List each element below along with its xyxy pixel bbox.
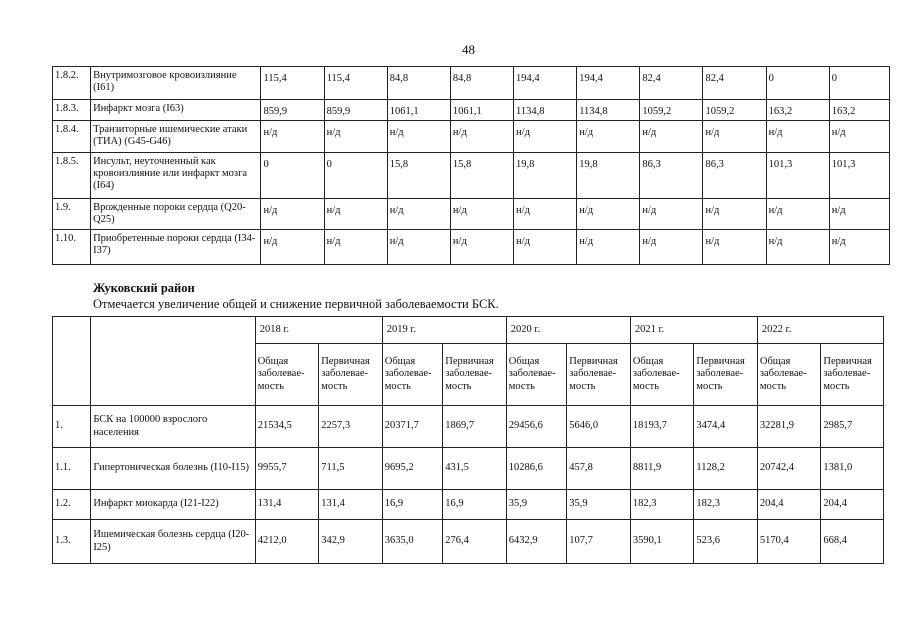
value-cell: н/д	[450, 230, 513, 265]
value-cell: н/д	[703, 199, 766, 230]
value-cell: 0	[261, 153, 324, 199]
value-cell: 16,9	[382, 490, 443, 520]
value-cell: 1059,2	[703, 100, 766, 121]
value-cell: 4212,0	[255, 520, 319, 564]
subheader-cell: Общая заболевае-мость	[630, 344, 694, 406]
year-header-row	[53, 317, 884, 344]
value-cell: н/д	[324, 199, 387, 230]
value-cell: 101,3	[766, 153, 829, 199]
value-cell: н/д	[514, 230, 577, 265]
row-name: БСК на 100000 взрослого населения	[91, 406, 255, 448]
row-number: 1.8.5.	[53, 153, 91, 199]
value-cell: 276,4	[443, 520, 507, 564]
year-header: 2020 г.	[506, 317, 630, 344]
row-name: Врожденные пороки сердца (Q20-Q25)	[91, 199, 261, 230]
value-cell: 84,8	[450, 67, 513, 100]
row-name: Инфаркт миокарда (I21-I22)	[91, 490, 255, 520]
row-name: Гипертоническая болезнь (I10-I15)	[91, 448, 255, 490]
value-cell: 35,9	[567, 490, 631, 520]
value-cell: н/д	[577, 199, 640, 230]
value-cell: 9695,2	[382, 448, 443, 490]
subheader-cell: Первичная заболевае-мость	[821, 344, 884, 406]
value-cell: 859,9	[261, 100, 324, 121]
value-cell: н/д	[703, 121, 766, 153]
value-cell: 15,8	[387, 153, 450, 199]
value-cell: 32281,9	[757, 406, 821, 448]
row-number: 1.3.	[53, 520, 91, 564]
value-cell: 131,4	[255, 490, 319, 520]
value-cell: 19,8	[577, 153, 640, 199]
row-number: 1.2.	[53, 490, 91, 520]
section-title: Жуковский район	[93, 281, 195, 295]
value-cell: н/д	[450, 121, 513, 153]
value-cell: 711,5	[319, 448, 383, 490]
value-cell: н/д	[766, 121, 829, 153]
value-cell: 15,8	[450, 153, 513, 199]
value-cell: 115,4	[324, 67, 387, 100]
value-cell: н/д	[703, 230, 766, 265]
row-number: 1.10.	[53, 230, 91, 265]
value-cell: 115,4	[261, 67, 324, 100]
table-row	[53, 153, 890, 199]
value-cell: 1059,2	[640, 100, 703, 121]
value-cell: н/д	[577, 230, 640, 265]
value-cell: 9955,7	[255, 448, 319, 490]
subheader-cell: Общая заболевае-мость	[255, 344, 319, 406]
value-cell: 859,9	[324, 100, 387, 121]
value-cell: н/д	[829, 121, 889, 153]
bottom-table	[52, 316, 884, 564]
value-cell: 10286,6	[506, 448, 567, 490]
row-name: Инфаркт мозга (I63)	[91, 100, 261, 121]
subheader-cell: Первичная заболевае-мость	[443, 344, 507, 406]
value-cell: 342,9	[319, 520, 383, 564]
subheader-cell: Первичная заболевае-мость	[694, 344, 758, 406]
value-cell: н/д	[324, 230, 387, 265]
value-cell: 86,3	[703, 153, 766, 199]
table-row	[53, 230, 890, 265]
row-name: Транзиторные ишемические атаки (ТИА) (G45-G46)	[91, 121, 261, 153]
value-cell: 1869,7	[443, 406, 507, 448]
value-cell: 2257,3	[319, 406, 383, 448]
value-cell: 194,4	[514, 67, 577, 100]
row-number: 1.8.3.	[53, 100, 91, 121]
value-cell: 1134,8	[514, 100, 577, 121]
value-cell: 1061,1	[450, 100, 513, 121]
header-name-cell	[91, 317, 255, 406]
value-cell: н/д	[324, 121, 387, 153]
value-cell: 82,4	[703, 67, 766, 100]
value-cell: н/д	[514, 121, 577, 153]
row-number: 1.9.	[53, 199, 91, 230]
value-cell: 29456,6	[506, 406, 567, 448]
value-cell: 107,7	[567, 520, 631, 564]
value-cell: 1134,8	[577, 100, 640, 121]
table-row	[53, 67, 890, 100]
row-name: Приобретенные пороки сердца (I34-I37)	[91, 230, 261, 265]
value-cell: 8811,9	[630, 448, 694, 490]
year-header: 2021 г.	[630, 317, 757, 344]
value-cell: 3590,1	[630, 520, 694, 564]
value-cell: 18193,7	[630, 406, 694, 448]
subheader-cell: Первичная заболевае-мость	[319, 344, 383, 406]
table-row	[53, 406, 884, 448]
value-cell: 0	[829, 67, 889, 100]
value-cell: 163,2	[829, 100, 889, 121]
row-name: Инсульт, неуточненный как кровоизлияние или инфаркт мозга (I64)	[91, 153, 261, 199]
value-cell: н/д	[640, 230, 703, 265]
value-cell: 21534,5	[255, 406, 319, 448]
value-cell: н/д	[829, 230, 889, 265]
value-cell: 20742,4	[757, 448, 821, 490]
value-cell: н/д	[640, 199, 703, 230]
value-cell: 0	[766, 67, 829, 100]
value-cell: 668,4	[821, 520, 884, 564]
value-cell: 20371,7	[382, 406, 443, 448]
row-name: Внутримозговое кровоизлияние (I61)	[91, 67, 261, 100]
subheader-cell: Первичная заболевае-мость	[567, 344, 631, 406]
top-table	[52, 66, 890, 265]
value-cell: 84,8	[387, 67, 450, 100]
year-header: 2018 г.	[255, 317, 382, 344]
table-row	[53, 448, 884, 490]
row-number: 1.8.4.	[53, 121, 91, 153]
table-row	[53, 100, 890, 121]
row-number: 1.	[53, 406, 91, 448]
value-cell: н/д	[766, 230, 829, 265]
value-cell: 0	[324, 153, 387, 199]
year-header: 2022 г.	[757, 317, 883, 344]
value-cell: н/д	[387, 230, 450, 265]
row-name: Ишемическая болезнь сердца (I20-I25)	[91, 520, 255, 564]
value-cell: 3635,0	[382, 520, 443, 564]
row-number: 1.1.	[53, 448, 91, 490]
page-number: 48	[462, 42, 475, 57]
value-cell: 457,8	[567, 448, 631, 490]
value-cell: 5646,0	[567, 406, 631, 448]
row-number: 1.8.2.	[53, 67, 91, 100]
value-cell: 1061,1	[387, 100, 450, 121]
value-cell: 1381,0	[821, 448, 884, 490]
value-cell: н/д	[261, 230, 324, 265]
value-cell: 101,3	[829, 153, 889, 199]
value-cell: 2985,7	[821, 406, 884, 448]
value-cell: 131,4	[319, 490, 383, 520]
value-cell: 204,4	[821, 490, 884, 520]
value-cell: 86,3	[640, 153, 703, 199]
table-row	[53, 520, 884, 564]
value-cell: н/д	[829, 199, 889, 230]
value-cell: 523,6	[694, 520, 758, 564]
table-row	[53, 121, 890, 153]
value-cell: 204,4	[757, 490, 821, 520]
value-cell: н/д	[261, 121, 324, 153]
value-cell: 6432,9	[506, 520, 567, 564]
subheader-cell: Общая заболевае-мость	[382, 344, 443, 406]
value-cell: н/д	[514, 199, 577, 230]
value-cell: 1128,2	[694, 448, 758, 490]
value-cell: н/д	[577, 121, 640, 153]
value-cell: 19,8	[514, 153, 577, 199]
subheader-cell: Общая заболевае-мость	[506, 344, 567, 406]
value-cell: н/д	[387, 199, 450, 230]
value-cell: 82,4	[640, 67, 703, 100]
value-cell: 3474,4	[694, 406, 758, 448]
subheader-cell: Общая заболевае-мость	[757, 344, 821, 406]
value-cell: 16,9	[443, 490, 507, 520]
section-note: Отмечается увеличение общей и снижение первичной заболеваемости БСК.	[93, 297, 499, 311]
value-cell: н/д	[261, 199, 324, 230]
value-cell: н/д	[640, 121, 703, 153]
value-cell: н/д	[450, 199, 513, 230]
value-cell: 35,9	[506, 490, 567, 520]
value-cell: н/д	[766, 199, 829, 230]
value-cell: 182,3	[630, 490, 694, 520]
year-header: 2019 г.	[382, 317, 506, 344]
value-cell: 163,2	[766, 100, 829, 121]
table-row	[53, 199, 890, 230]
value-cell: 194,4	[577, 67, 640, 100]
value-cell: н/д	[387, 121, 450, 153]
table-row	[53, 490, 884, 520]
value-cell: 431,5	[443, 448, 507, 490]
header-num-cell	[53, 317, 91, 406]
value-cell: 5170,4	[757, 520, 821, 564]
value-cell: 182,3	[694, 490, 758, 520]
